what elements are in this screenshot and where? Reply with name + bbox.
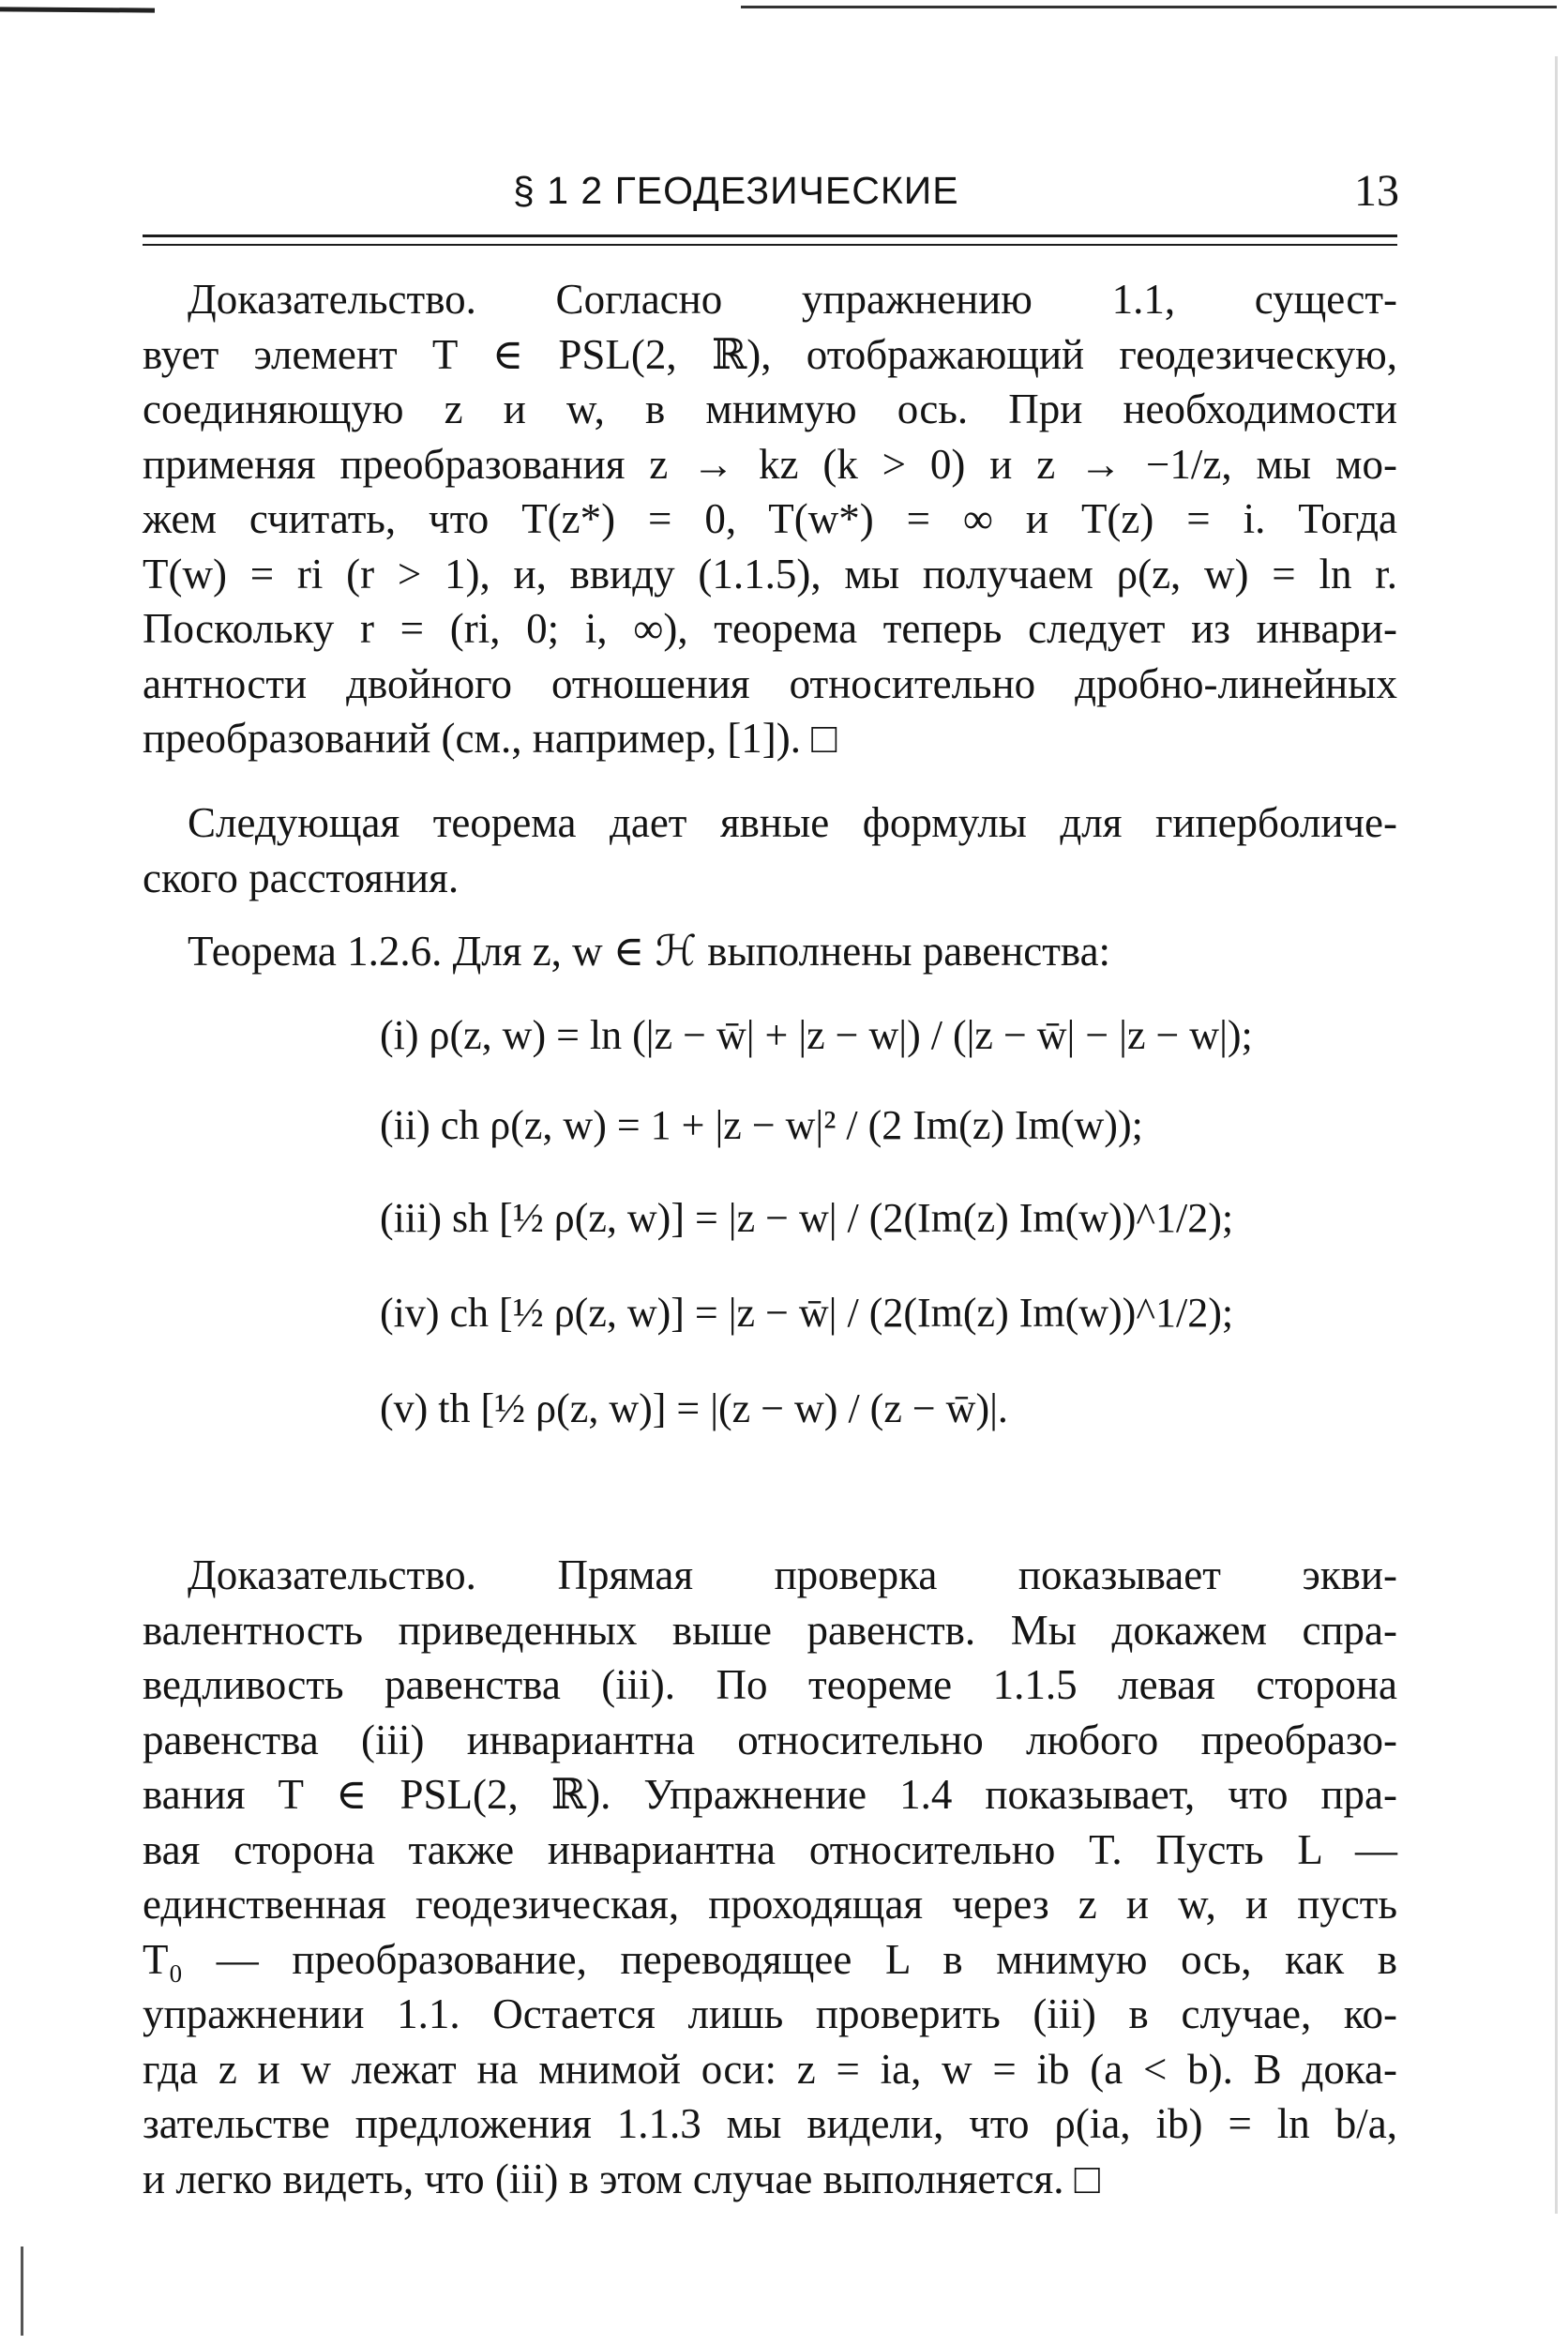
formula-v: (v) th [½ ρ(z, w)] = |(z − w) / (z − w̄)|.: [380, 1385, 1008, 1431]
text-line: соединяющую z и w, в мнимую ось. При необходимости: [143, 386, 1397, 432]
header-rule: [143, 234, 1397, 237]
text-line: вая сторона также инвариантна относительно T. Пусть L —: [143, 1825, 1397, 1873]
text-line: Доказательство. Прямая проверка показывает экви-: [188, 1551, 1397, 1598]
text-line: валентность приведенных выше равенств. Мы докажем спра-: [143, 1606, 1397, 1654]
text-line: T(w) = ri (r > 1), и, ввиду (1.1.5), мы получаем ρ(z, w) = ln r.: [143, 550, 1397, 598]
text-line: ского расстояния.: [143, 854, 460, 901]
running-header: [143, 166, 1399, 225]
text-line: вания T ∈ PSL(2, ℝ). Упражнение 1.4 показывает, что пра-: [143, 1771, 1397, 1818]
formula-iv: (iv) ch [½ ρ(z, w)] = |z − w̄| / (2(Im(z) Im(w))^1/2);: [380, 1290, 1234, 1336]
text-line: жем считать, что T(z*) = 0, T(w*) = ∞ и T(z) = i. Тогда: [143, 495, 1397, 542]
text-line: Следующая теорема дает явные формулы для гиперболиче-: [188, 799, 1397, 846]
text-line: вует элемент T ∈ PSL(2, ℝ), отображающий геодезическую,: [143, 330, 1397, 378]
text-line: упражнении 1.1. Остается лишь проверить (iii) в случае, ко-: [143, 1990, 1397, 2037]
theorem-statement: [143, 924, 1397, 979]
formula-ii: (ii) ch ρ(z, w) = 1 + |z − w|² / (2 Im(z) Im(w));: [380, 1102, 1143, 1148]
text-line: гда z и w лежат на мнимой оси: z = ia, w = ib (a < b). В дока-: [143, 2045, 1397, 2093]
scan-edge-line: [741, 6, 1557, 8]
page-number: 13: [1354, 166, 1399, 216]
text-line: единственная геодезическая, проходящая через z и w, и пусть: [143, 1881, 1397, 1928]
text-line: Поскольку r = (ri, 0; i, ∞), теорема теперь следует из инвари-: [143, 605, 1397, 652]
proof-paragraph-2: [143, 1548, 1397, 2206]
scan-left-mark: [21, 2247, 23, 2336]
text-line: зательстве предложения 1.1.3 мы видели, что ρ(ia, ib) = ln b/a,: [143, 2100, 1397, 2147]
text-line: ведливость равенства (iii). По теореме 1.1.5 левая сторона: [143, 1661, 1397, 1708]
intro-paragraph: [143, 795, 1397, 905]
text-line: и легко видеть, что (iii) в этом случае выполняется. □: [143, 2155, 1100, 2202]
text-line: преобразований (см., например, [1]). □: [143, 715, 837, 762]
text-line: антности двойного отношения относительно дробно-линейных: [143, 659, 1397, 707]
proof-paragraph-1: [143, 272, 1397, 766]
header-rule: [143, 244, 1397, 246]
text-line: равенства (iii) инвариантна относительно любого преобразо-: [143, 1716, 1397, 1763]
scan-edge-mark: [0, 7, 155, 12]
text-line: T₀ — преобразование, переводящее L в мнимую ось, как в: [143, 1935, 1397, 1983]
formula-i: (i) ρ(z, w) = ln (|z − w̄| + |z − w|) / (|z − w̄| − |z − w|);: [380, 1012, 1253, 1058]
running-title: § 1 2 ГЕОДЕЗИЧЕСКИЕ: [513, 169, 959, 212]
formula-iii: (iii) sh [½ ρ(z, w)] = |z − w| / (2(Im(z) Im(w))^1/2);: [380, 1195, 1234, 1241]
scan-right-mark: [1555, 56, 1558, 2214]
theorem-line: Теорема 1.2.6. Для z, w ∈ ℋ выполнены равенства:: [188, 928, 1111, 975]
text-line: применяя преобразования z → kz (k > 0) и z → −1/z, мы мо-: [143, 440, 1397, 488]
text-line: Доказательство. Согласно упражнению 1.1, сущест-: [188, 276, 1397, 323]
